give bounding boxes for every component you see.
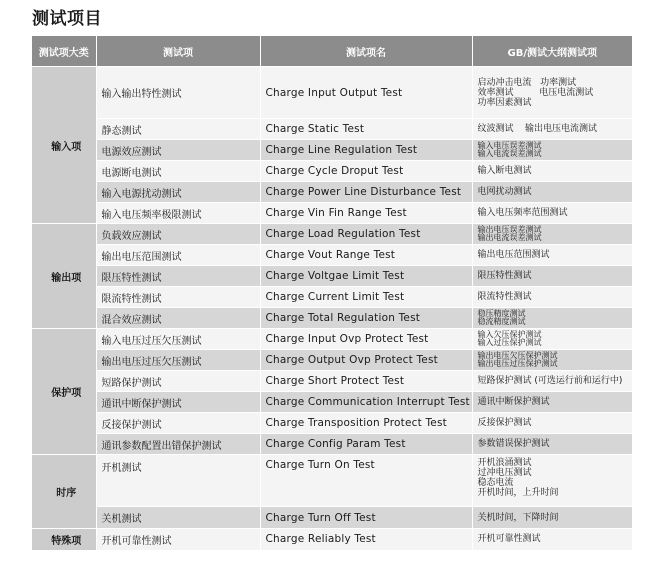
gb-test-cell bbox=[472, 161, 632, 182]
table-row bbox=[32, 182, 632, 203]
gb-test-cell bbox=[472, 203, 632, 224]
gb-test-line: 过冲电压测试 bbox=[477, 468, 532, 478]
test-item-cell: 限流特性测试 bbox=[96, 287, 260, 308]
gb-test-cell bbox=[472, 434, 632, 455]
table-row bbox=[32, 455, 632, 507]
test-item-cell: 关机测试 bbox=[96, 507, 260, 529]
test-item-cell: 负载效应测试 bbox=[96, 224, 260, 245]
gb-test-line: 功率因素测试 bbox=[477, 97, 532, 108]
table-row bbox=[32, 308, 632, 329]
test-item-cell: 输入电源扰动测试 bbox=[96, 182, 260, 203]
table-row bbox=[32, 371, 632, 392]
gb-test-line: 开机时间，上升时间 bbox=[477, 488, 559, 498]
test-item-cell: 电源断电测试 bbox=[96, 161, 260, 182]
test-name-cell: Charge Cycle Droput Test bbox=[260, 161, 472, 182]
test-name-cell: Charge Input Ovp Protect Test bbox=[260, 329, 472, 350]
test-name-cell: Charge Vout Range Test bbox=[260, 245, 472, 266]
test-name-cell: Charge Line Regulation Test bbox=[260, 140, 472, 161]
gb-test-cell bbox=[472, 350, 632, 371]
test-name-cell: Charge Reliably Test bbox=[260, 529, 472, 550]
gb-test-line: 输入过压保护测试 bbox=[477, 338, 542, 347]
gb-test-cell bbox=[472, 455, 632, 507]
gb-test-line: 输入电流误差测试 bbox=[477, 149, 542, 158]
test-item-cell: 电源效应测试 bbox=[96, 140, 260, 161]
table-row bbox=[32, 67, 632, 119]
gb-test-line: 输出电压欠压保护测试 bbox=[477, 351, 558, 360]
gb-test-line: 稳流精度测试 bbox=[477, 317, 526, 326]
gb-test-line: 输入断电测试 bbox=[477, 166, 532, 176]
category-cell: 特殊项 bbox=[32, 529, 96, 550]
gb-test-line: 输出电压过压保护测试 bbox=[477, 359, 558, 368]
table-row bbox=[32, 529, 632, 550]
table-row bbox=[32, 161, 632, 182]
gb-test-cell bbox=[472, 119, 632, 140]
gb-test-line: 启动冲击电流 功率测试 bbox=[477, 77, 577, 88]
gb-test-line: 纹波测试 输出电压电流测试 bbox=[477, 124, 597, 134]
header-name: 测试项名 bbox=[260, 36, 472, 67]
gb-test-cell bbox=[472, 287, 632, 308]
table-row bbox=[32, 392, 632, 413]
gb-test-cell bbox=[472, 308, 632, 329]
test-name-cell: Charge Output Ovp Protect Test bbox=[260, 350, 472, 371]
gb-test-line: 短路保护测试 (可选运行前和运行中) bbox=[477, 376, 623, 386]
gb-test-line: 输入欠压保护测试 bbox=[477, 330, 542, 339]
test-name-cell: Charge Current Limit Test bbox=[260, 287, 472, 308]
gb-test-line: 输出电压范围测试 bbox=[477, 250, 550, 260]
header-gb: GB/测试大纲测试项 bbox=[472, 36, 632, 67]
gb-test-line: 关机时间，下降时间 bbox=[477, 512, 559, 523]
gb-test-line: 开机浪涌测试 bbox=[477, 458, 532, 468]
table-body bbox=[32, 67, 632, 550]
test-item-cell: 混合效应测试 bbox=[96, 308, 260, 329]
gb-test-line: 通讯中断保护测试 bbox=[477, 397, 550, 407]
table-header-row bbox=[32, 36, 632, 67]
table-row bbox=[32, 329, 632, 350]
gb-test-cell bbox=[472, 266, 632, 287]
test-name-cell: Charge Config Param Test bbox=[260, 434, 472, 455]
gb-test-line: 限压特性测试 bbox=[477, 271, 532, 281]
test-item-cell: 输入电压频率极限测试 bbox=[96, 203, 260, 224]
test-items-table bbox=[32, 36, 632, 550]
category-cell: 保护项 bbox=[32, 329, 96, 455]
gb-test-cell bbox=[472, 413, 632, 434]
gb-test-cell bbox=[472, 371, 632, 392]
table-row bbox=[32, 507, 632, 529]
category-cell: 输入项 bbox=[32, 67, 96, 224]
test-name-cell: Charge Power Line Disturbance Test bbox=[260, 182, 472, 203]
header-category: 测试项大类 bbox=[32, 36, 96, 67]
test-item-cell: 开机可靠性测试 bbox=[96, 529, 260, 550]
gb-test-line: 限流特性测试 bbox=[477, 292, 532, 302]
test-item-cell: 限压特性测试 bbox=[96, 266, 260, 287]
test-name-cell: Charge Communication Interrupt Test bbox=[260, 392, 472, 413]
test-item-cell: 开机测试 bbox=[96, 455, 260, 507]
test-name-cell: Charge Load Regulation Test bbox=[260, 224, 472, 245]
test-item-cell: 反接保护测试 bbox=[96, 413, 260, 434]
test-name-cell: Charge Short Protect Test bbox=[260, 371, 472, 392]
gb-test-line: 输入电压误差测试 bbox=[477, 141, 542, 150]
gb-test-line: 稳压精度测试 bbox=[477, 309, 526, 318]
test-name-cell: Charge Total Regulation Test bbox=[260, 308, 472, 329]
test-item-cell: 输出电压过压欠压测试 bbox=[96, 350, 260, 371]
table-row bbox=[32, 203, 632, 224]
gb-test-line: 输入电压频率范围测试 bbox=[477, 208, 568, 218]
table-row bbox=[32, 140, 632, 161]
gb-test-cell bbox=[472, 529, 632, 550]
gb-test-cell bbox=[472, 507, 632, 529]
test-item-cell: 输出电压范围测试 bbox=[96, 245, 260, 266]
test-name-cell: Charge Turn On Test bbox=[260, 455, 472, 507]
gb-test-line: 开机可靠性测试 bbox=[477, 534, 541, 545]
gb-test-line: 输出电压误差测试 bbox=[477, 225, 542, 234]
gb-test-line: 电网扰动测试 bbox=[477, 187, 532, 197]
table-row bbox=[32, 287, 632, 308]
test-name-cell: Charge Input Output Test bbox=[260, 67, 472, 119]
table-row bbox=[32, 245, 632, 266]
page-title: 测试项目 bbox=[32, 9, 102, 29]
test-item-cell: 通讯参数配置出错保护测试 bbox=[96, 434, 260, 455]
test-item-cell: 静态测试 bbox=[96, 119, 260, 140]
gb-test-cell bbox=[472, 224, 632, 245]
table-row bbox=[32, 350, 632, 371]
category-cell: 时序 bbox=[32, 455, 96, 529]
test-name-cell: Charge Vin Fin Range Test bbox=[260, 203, 472, 224]
gb-test-line: 效率测试 电压电流测试 bbox=[477, 87, 594, 98]
table-row bbox=[32, 224, 632, 245]
table-row bbox=[32, 434, 632, 455]
gb-test-line: 输出电流误差测试 bbox=[477, 233, 542, 242]
gb-test-cell bbox=[472, 392, 632, 413]
gb-test-line: 参数错误保护测试 bbox=[477, 439, 550, 449]
gb-test-cell bbox=[472, 140, 632, 161]
header-item: 测试项 bbox=[96, 36, 260, 67]
test-name-cell: Charge Transposition Protect Test bbox=[260, 413, 472, 434]
gb-test-line: 反接保护测试 bbox=[477, 418, 532, 428]
test-item-cell: 输入电压过压欠压测试 bbox=[96, 329, 260, 350]
gb-test-cell bbox=[472, 67, 632, 119]
gb-test-line: 稳态电流 bbox=[477, 478, 514, 488]
category-cell: 输出项 bbox=[32, 224, 96, 329]
table-row bbox=[32, 266, 632, 287]
test-item-cell: 通讯中断保护测试 bbox=[96, 392, 260, 413]
test-item-cell: 短路保护测试 bbox=[96, 371, 260, 392]
test-name-cell: Charge Turn Off Test bbox=[260, 507, 472, 529]
gb-test-cell bbox=[472, 182, 632, 203]
test-name-cell: Charge Static Test bbox=[260, 119, 472, 140]
test-item-cell: 输入输出特性测试 bbox=[96, 67, 260, 119]
table-row bbox=[32, 413, 632, 434]
table-row bbox=[32, 119, 632, 140]
test-name-cell: Charge Voltgae Limit Test bbox=[260, 266, 472, 287]
gb-test-cell bbox=[472, 329, 632, 350]
gb-test-cell bbox=[472, 245, 632, 266]
